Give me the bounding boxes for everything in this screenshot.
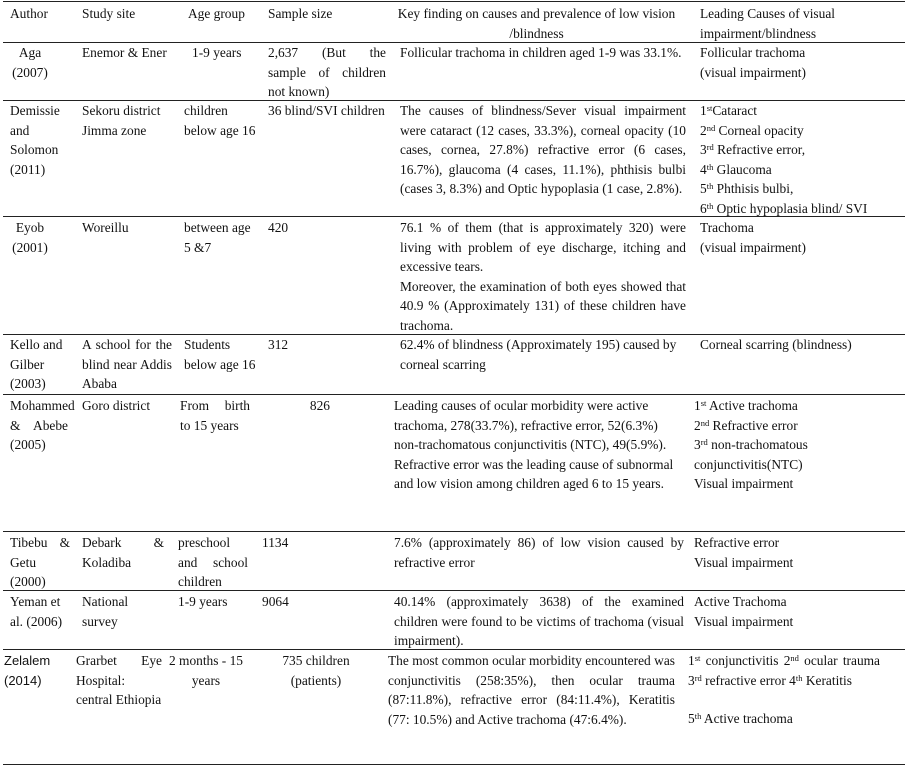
cell-age: children below age 16 [184,103,256,138]
cause-line: Trachoma [700,220,754,235]
rule-row [3,394,905,395]
cell-causes [700,218,900,257]
cell-site: Sekoru district Jimma zone [82,103,161,138]
cell-finding [400,218,686,335]
cause-line: 1st Active trachoma [694,398,798,413]
cause-line: 3rd non-trachomatous conjunctivitis(NTC) [694,437,808,472]
cell-sample: 1134 [262,535,289,550]
rule-bottom [3,764,905,765]
cell-author: Tibebu & Getu (2000) [10,535,70,589]
cell-causes [700,335,905,355]
cell-site: A school for the blind near Addis Ababa [82,337,172,391]
cell-sample: 420 [268,220,289,235]
cell-site: Woreillu [82,220,129,235]
cell-author: Aga (2007) [12,45,48,80]
cause-line: 4th Glaucoma [700,161,772,177]
cell-finding: 7.6% (approximately 86) of low vision caused by refractive error [394,535,684,570]
cell-age: between age 5 &7 [184,220,251,255]
cell-site: National survey [82,594,129,629]
cell-sample: 312 [268,337,289,352]
cause-line: 2nd Corneal opacity [700,122,804,138]
cell-age: 1-9 years [192,45,242,60]
cause-line: (visual impairment) [700,64,806,80]
header-sample-size: Sample size [268,6,333,21]
cause-line: 5th Active trachoma [688,711,793,726]
cell-age: 2 months - 15 years [168,653,244,688]
cell-causes [688,651,880,729]
rule-row [3,531,905,532]
cell-age: Students below age 16 [184,337,256,372]
cause-line: Refractive error [694,535,780,550]
cause-line: (visual impairment) [700,239,806,255]
cell-site: Debark & Koladiba [82,535,164,570]
cell-causes [700,43,900,82]
cell-site: Grarbet Eye Hospital: central Ethiopia [76,653,162,707]
cause-line: Corneal scarring (blindness) [700,337,852,352]
header-leading-causes: Leading Causes of visual impairment/blindness [700,6,835,41]
cell-author: Eyob (2001) [12,220,48,255]
cell-age: 1-9 years [178,594,228,609]
cause-line: 5th Phthisis bulbi, [700,181,794,196]
cell-author: Demissie and Solomon (2011) [10,103,60,177]
cause-line: Visual impairment [694,554,794,570]
cell-sample: 735 children (patients) [282,653,350,688]
cause-line: 6th Optic hypoplasia blind/ SVI [700,200,868,216]
cell-sample: 2,637 (But the sample of children not known) [268,45,386,99]
spacer [688,690,880,709]
cell-age: preschool and school children [178,535,248,589]
finding-paragraph: 76.1 % of them (that is approximately 320) were living with problem of eye discharge, itching and excessive tears. [400,220,686,274]
cause-line: Visual impairment [694,613,794,629]
cause-text: 1st conjunctivitis 2nd ocular trauma 3rd refractive error 4th Keratitis [688,653,880,688]
cell-author: Kello and Gilber (2003) [10,337,63,391]
header-key-finding: Key finding on causes and prevalence of low vision /blindness [397,6,676,41]
cell-author: Yeman et al. (2006) [10,594,63,629]
header-author: Author [10,6,48,21]
finding-paragraph: Leading causes of ocular morbidity were active trachoma, 278(33.7%), refractive error, 52(6.3%) non-trachomatous conjunctivitis (NTC), 49(5.9%). [394,398,667,452]
header-age-group: Age group [188,6,245,21]
cell-sample: 826 [309,398,330,413]
cell-sample: 9064 [262,594,289,609]
cell-finding: The most common ocular morbidity encountered was conjunctivitis (258:35%), then ocular trauma (87:11.8%), refractive error (84:11.4%), Keratitis (77: 10.5%) and Active trachoma (47:6.4%). [388,653,675,727]
finding-paragraph: Moreover, the examination of both eyes showed that 40.9 % (Approximately 131) of these children have trachoma. [400,278,686,333]
cell-causes [700,101,905,218]
header-study-site: Study site [82,6,136,21]
cell-author: Zelalem (2014) [4,653,51,688]
cause-line: 2nd Refractive error [694,417,798,433]
cell-site: Goro district [82,398,151,413]
cause-line: 1stCataract [700,103,757,118]
cause-line: Visual impairment [694,476,794,491]
cell-finding: 62.4% of blindness (Approximately 195) caused by corneal scarring [400,337,677,372]
cause-line: Active Trachoma [694,594,787,609]
cause-line: Follicular trachoma [700,45,806,60]
rule-top [3,1,905,2]
cell-finding: The causes of blindness/Sever visual impairment were cataract (12 cases, 33.3%), corneal opacity (10 cases, cornea, 27.8%) refractive error (6 cases, 16.7%), glaucoma (4 cases, 11.1%), phthisis bulbi (cases 3, 8.3%) and Optic hypoplasia (1 case, 2.8%). [400,103,686,196]
cell-age: From birth to 15 years [180,398,250,433]
cell-author: Mohammed & Abebe (2005) [10,398,75,452]
cell-causes [694,396,859,494]
cell-sample: 36 blind/SVI children [268,103,385,118]
rule-row [3,590,905,591]
finding-paragraph: Refractive error was the leading cause of subnormal and low vision among children aged 6 to 15 years. [394,456,674,491]
cell-causes [694,533,894,572]
cause-line: 3rd Refractive error, [700,142,806,157]
cell-site: Enemor & Ener [82,45,167,60]
cell-finding: Follicular trachoma in children aged 1-9 was 33.1%. [400,45,682,60]
cell-causes [694,592,894,631]
cell-finding: 40.14% (approximately 3638) of the examined children were found to be victims of trachoma (visual impairment). [394,594,684,648]
cell-finding [394,396,684,494]
